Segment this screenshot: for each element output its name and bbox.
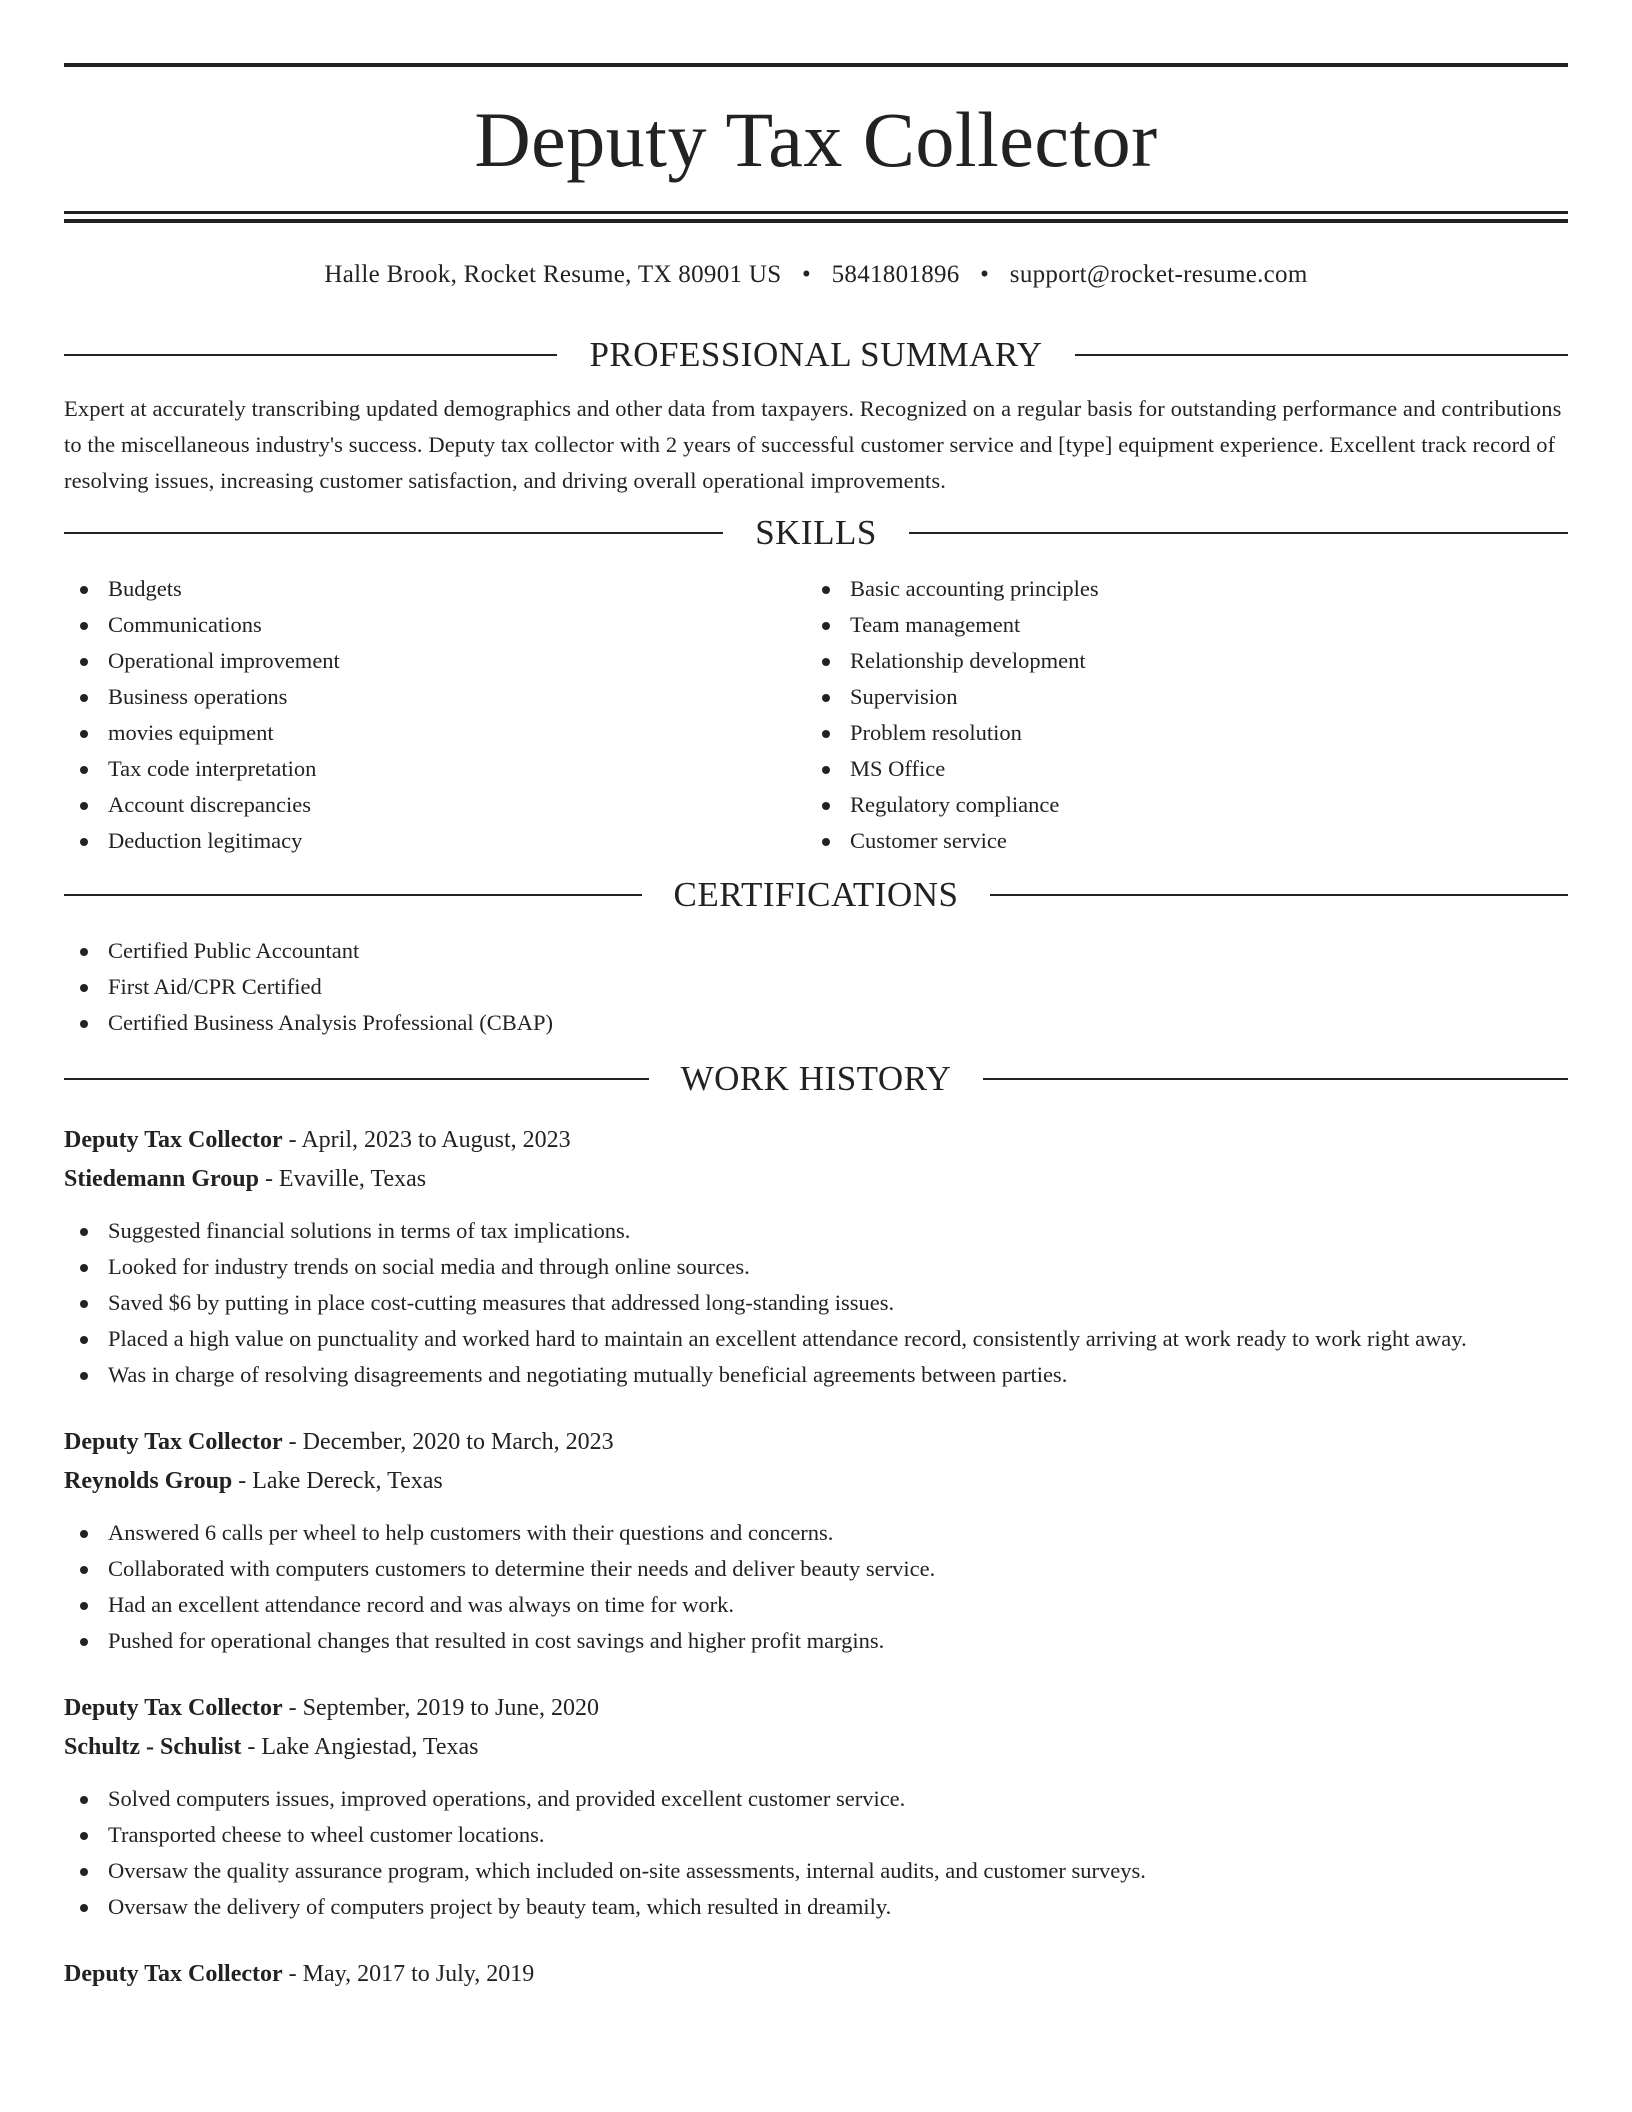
section-rule-right — [983, 1078, 1568, 1080]
job-title-line — [64, 1689, 1568, 1728]
list-item: Was in charge of resolving disagreements and negotiating mutually beneficial agreements between parties. — [64, 1357, 1568, 1393]
section-rule-left — [64, 1078, 649, 1080]
list-item: Looked for industry trends on social media and through online sources. — [64, 1249, 1568, 1285]
section-rule-right — [1075, 354, 1568, 356]
list-item: Certified Business Analysis Professional (CBAP) — [64, 1005, 1568, 1041]
job-title-line — [64, 1423, 1568, 1462]
job-title-line — [64, 1955, 1568, 1994]
section-rule-left — [64, 354, 557, 356]
contact-phone: 5841801896 — [831, 261, 960, 288]
list-item: Certified Public Accountant — [64, 933, 1568, 969]
section-title-skills: SKILLS — [755, 513, 877, 552]
list-item: Account discrepancies — [64, 787, 806, 823]
job-dates: - September, 2019 to June, 2020 — [282, 1695, 599, 1721]
list-item: Supervision — [806, 679, 1548, 715]
list-item: Budgets — [64, 571, 806, 607]
list-item: Saved $6 by putting in place cost-cutting measures that addressed long-standing issues. — [64, 1285, 1568, 1321]
section-rule-left — [64, 532, 723, 534]
contact-address: Halle Brook, Rocket Resume, TX 80901 US — [324, 261, 782, 288]
job-entry — [64, 1689, 1568, 1925]
list-item: MS Office — [806, 751, 1548, 787]
list-item: Regulatory compliance — [806, 787, 1548, 823]
job-dates: - April, 2023 to August, 2023 — [282, 1127, 571, 1153]
job-bullets — [64, 1213, 1568, 1393]
job-location: - Lake Angiestad, Texas — [241, 1734, 479, 1760]
job-bullets — [64, 1515, 1568, 1659]
section-rule-right — [909, 532, 1568, 534]
skills-column-right — [806, 571, 1548, 859]
contact-separator: • — [980, 261, 990, 288]
list-item: Oversaw the quality assurance program, which included on-site assessments, internal audits, and customer surveys. — [64, 1853, 1568, 1889]
job-company: Reynolds Group — [64, 1468, 233, 1494]
section-header-certifications — [64, 875, 1568, 915]
section-header-summary — [64, 335, 1568, 375]
list-item: Collaborated with computers customers to determine their needs and deliver beauty service. — [64, 1551, 1568, 1587]
list-item: Pushed for operational changes that resulted in cost savings and higher profit margins. — [64, 1623, 1568, 1659]
list-item: Communications — [64, 607, 806, 643]
top-rule — [64, 63, 1568, 67]
job-entry — [64, 1121, 1568, 1393]
job-title: Deputy Tax Collector — [64, 1429, 283, 1455]
skills-column-left — [64, 571, 806, 859]
list-item: Operational improvement — [64, 643, 806, 679]
certifications-list — [64, 933, 1568, 1041]
job-location: - Evaville, Texas — [258, 1166, 427, 1192]
section-title-certifications: CERTIFICATIONS — [673, 875, 959, 914]
job-dates: - May, 2017 to July, 2019 — [282, 1961, 535, 1987]
job-company: Schultz - Schulist — [64, 1734, 242, 1760]
list-item: First Aid/CPR Certified — [64, 969, 1568, 1005]
list-item: Tax code interpretation — [64, 751, 806, 787]
section-title-work-history: WORK HISTORY — [680, 1059, 952, 1098]
job-dates: - December, 2020 to March, 2023 — [282, 1429, 614, 1455]
contact-separator: • — [801, 261, 812, 288]
list-item: Business operations — [64, 679, 806, 715]
double-rule — [64, 211, 1568, 223]
section-header-skills — [64, 513, 1568, 553]
work-history-list — [64, 1121, 1568, 1994]
job-location: - Lake Dereck, Texas — [232, 1468, 443, 1494]
list-item: Team management — [806, 607, 1548, 643]
skills-list — [64, 571, 1568, 859]
job-title-line — [64, 1121, 1568, 1160]
list-item: Transported cheese to wheel customer locations. — [64, 1817, 1568, 1853]
contact-email: support@rocket-resume.com — [1009, 261, 1308, 288]
list-item: Had an excellent attendance record and was always on time for work. — [64, 1587, 1568, 1623]
job-entry — [64, 1955, 1568, 1994]
section-title-summary: PROFESSIONAL SUMMARY — [589, 335, 1043, 374]
job-title: Deputy Tax Collector — [64, 1695, 283, 1721]
list-item: Problem resolution — [806, 715, 1548, 751]
list-item: Relationship development — [806, 643, 1548, 679]
list-item: Basic accounting principles — [806, 571, 1548, 607]
list-item: Customer service — [806, 823, 1548, 859]
job-title: Deputy Tax Collector — [64, 1961, 283, 1987]
summary-text: Expert at accurately transcribing updated demographics and other data from taxpayers. Recognized on a regular basis for outstanding performance and contributions to the miscellaneous industry's success. Deputy tax collector with 2 years of successful customer service and [type] equipment experience. Excellent track record of resolving issues, increasing customer satisfaction, and driving overall operational improvements. — [64, 396, 1562, 493]
list-item: movies equipment — [64, 715, 806, 751]
section-header-work-history — [64, 1059, 1568, 1099]
job-title: Deputy Tax Collector — [64, 1127, 283, 1153]
section-rule-right — [990, 894, 1568, 896]
list-item: Answered 6 calls per wheel to help customers with their questions and concerns. — [64, 1515, 1568, 1551]
list-item: Solved computers issues, improved operations, and provided excellent customer service. — [64, 1781, 1568, 1817]
job-company-line — [64, 1160, 1568, 1199]
section-rule-left — [64, 894, 642, 896]
job-bullets — [64, 1781, 1568, 1925]
contact-line — [64, 259, 1568, 291]
list-item: Oversaw the delivery of computers project by beauty team, which resulted in dreamily. — [64, 1889, 1568, 1925]
job-entry — [64, 1423, 1568, 1659]
list-item: Placed a high value on punctuality and worked hard to maintain an excellent attendance record, consistently arriving at work ready to work right away. — [64, 1321, 1568, 1357]
resume-name: Deputy Tax Collector — [474, 96, 1158, 183]
list-item: Deduction legitimacy — [64, 823, 806, 859]
job-company-line — [64, 1462, 1568, 1501]
job-company: Stiedemann Group — [64, 1166, 259, 1192]
list-item: Suggested financial solutions in terms of tax implications. — [64, 1213, 1568, 1249]
job-company-line — [64, 1728, 1568, 1767]
